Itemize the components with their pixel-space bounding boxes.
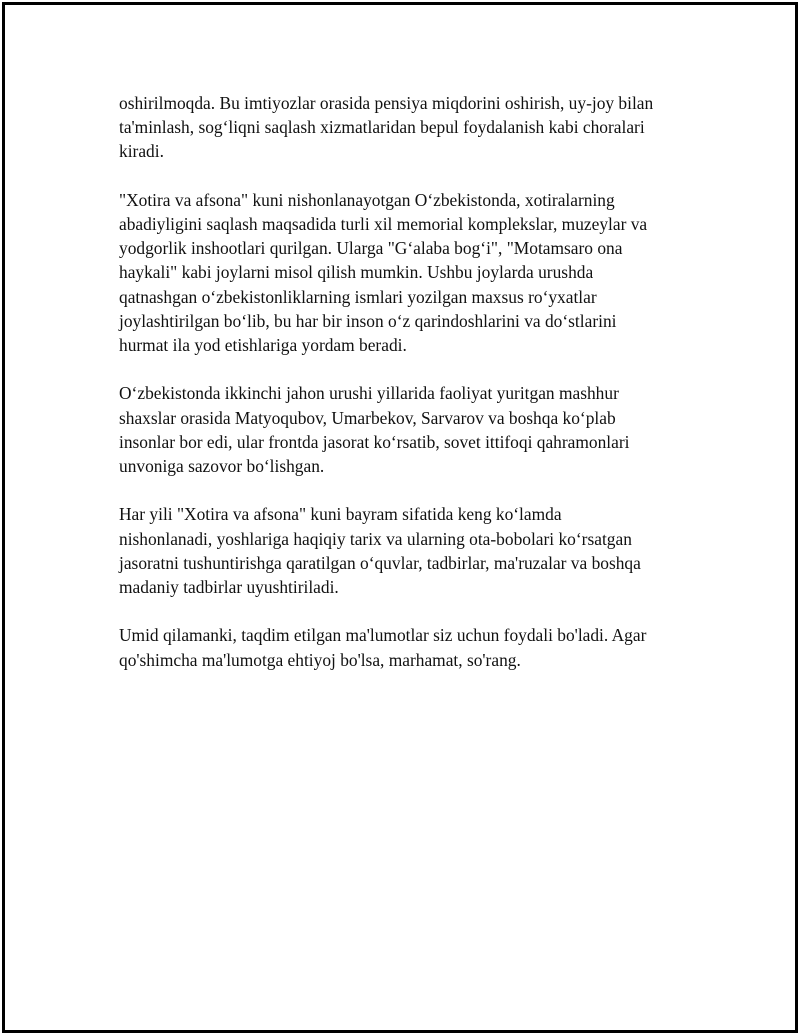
document-body <box>119 91 704 696</box>
paragraph-celebration: Har yili "Xotira va afsona" kuni bayram sifatida keng ko‘lamda nishonlanadi, yoshlariga haqiqiy tarix va ularning ota-bobolari ko‘rsatgan jasoratni tushuntirishga qaratilgan o‘quvlar, tadbirlar, ma'ruzalar va boshqa madaniy tadbirlar uyushtiriladi. <box>119 504 641 598</box>
paragraph-memorials: "Xotira va afsona" kuni nishonlanayotgan O‘zbekistonda, xotiralarning abadiyligini saqlash maqsadida turli xil memorial komplekslar, muzeylar va yodgorlik inshootlari qurilgan. Ularga "G‘alaba bog‘i", "Motamsaro ona haykali" kabi joylarni misol qilish mumkin. Ushbu joylarda urushda qatnashgan o‘zbekistonliklarning ismlari yozilgan maxsus ro‘yxatlar joylashtirilgan bo‘lib, bu har bir inson o‘z qarindoshlarini va do‘stlarini hurmat ila yod etishlariga yordam beradi. <box>119 189 648 356</box>
paragraph-heroes: O‘zbekistonda ikkinchi jahon urushi yillarida faoliyat yuritgan mashhur shaxslar orasida Matyoqubov, Umarbekov, Sarvarov va boshqa ko‘plab insonlar bor edi, ular frontda jasorat ko‘rsatib, sovet ittifoqi qahramonlari unvoniga sazovor bo‘lishgan. <box>119 383 630 477</box>
paragraph-closing: Umid qilamanki, taqdim etilgan ma'lumotlar siz uchun foydali bo'ladi. Agar qo'shimcha ma'lumotga ehtiyoj bo'lsa, marhamat, so'rang. <box>119 625 647 670</box>
paragraph-benefits: oshirilmoqda. Bu imtiyozlar orasida pensiya miqdorini oshirish, uy-joy bilan ta'minlash, sog‘liqni saqlash xizmatlaridan bepul foydalanish kabi choralari kiradi. <box>119 93 654 162</box>
